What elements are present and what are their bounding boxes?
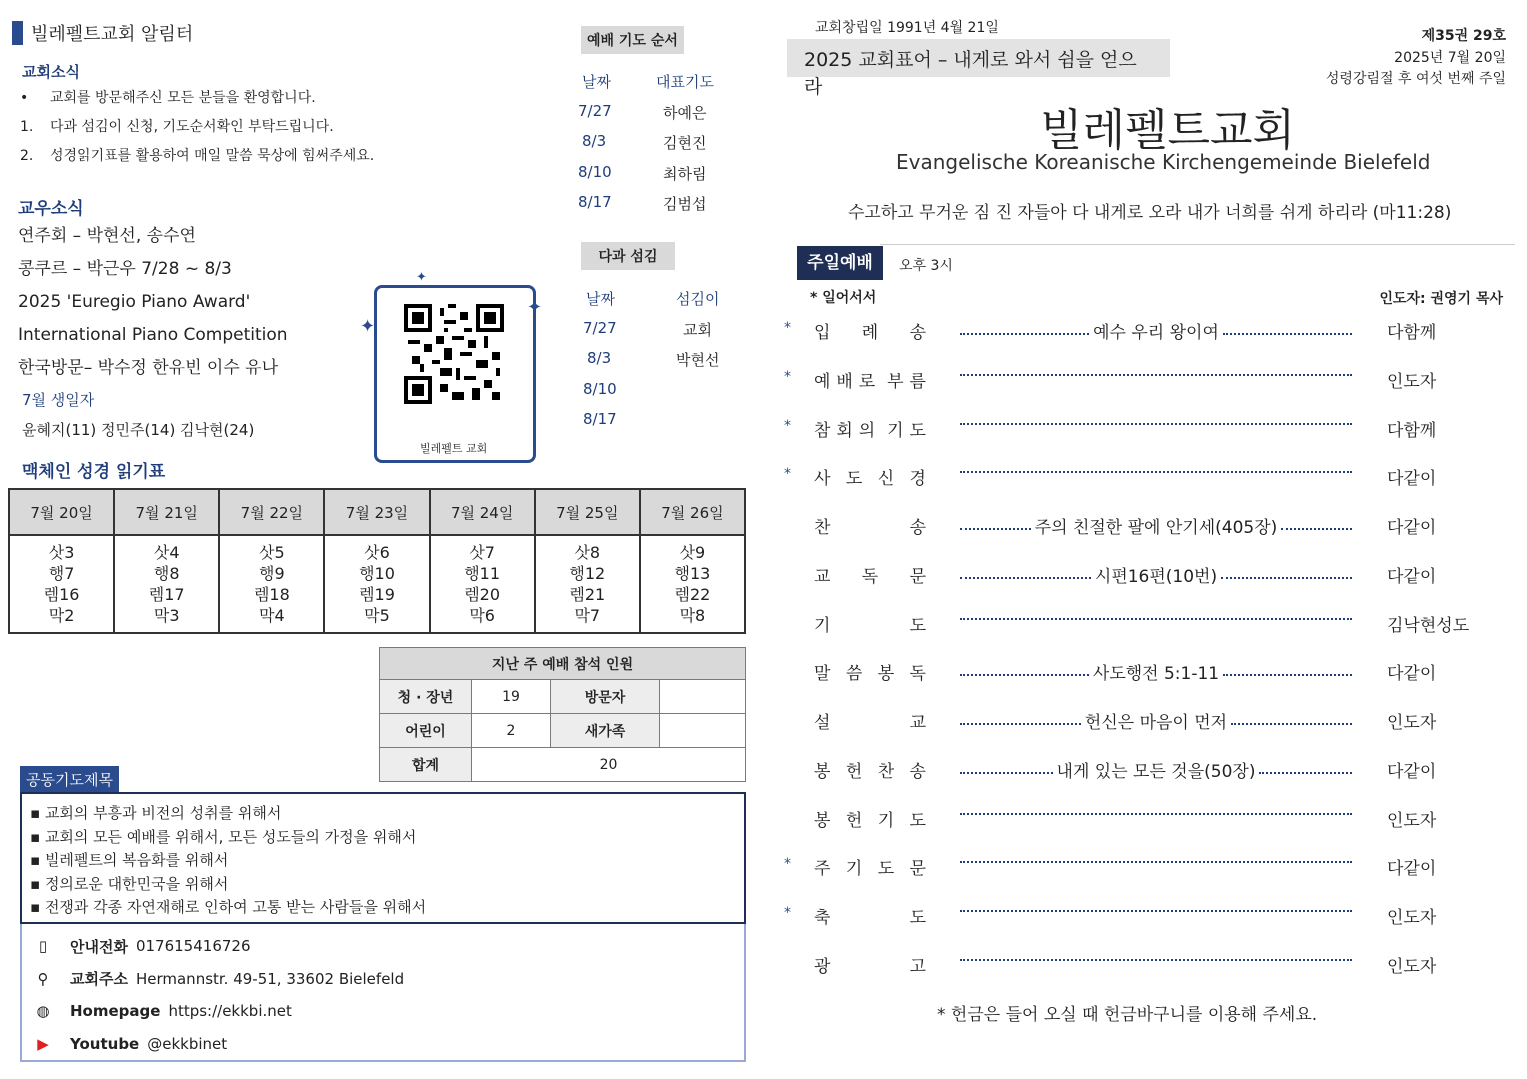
order-row [784, 854, 1504, 884]
order-item-detail: 주의 친절한 팔에 안기세(405장) [956, 513, 1356, 538]
offering-note: * 헌금은 들어 오실 때 헌금바구니를 이용해 주세요. [937, 1005, 1318, 1025]
snack-date: 7/27 [583, 319, 617, 337]
bible-readings: 삿7 행11 렘20 막6 [430, 535, 535, 633]
phone-icon: ▯ [38, 937, 48, 956]
order-item-leader: 다같이 [1387, 859, 1437, 880]
order-row [784, 318, 1504, 348]
order-row [784, 708, 1504, 738]
prayer-item: ▪ 정의로운 대한민국을 위해서 [30, 874, 229, 893]
bible-date: 7월 22일 [219, 489, 324, 535]
bulletin-date: 2025년 7월 20일 [1394, 50, 1506, 66]
contact-box [20, 924, 746, 1062]
common-prayer-list [20, 792, 746, 924]
order-item-name: 주 기 도 문 [814, 859, 926, 880]
order-row [784, 513, 1504, 543]
prayer-leader: 하예은 [663, 104, 707, 122]
order-row [784, 903, 1504, 933]
youtube-link[interactable]: @ekkbinet [147, 1034, 228, 1053]
order-item-name: 설 교 [814, 713, 926, 733]
attendance-table [379, 647, 746, 782]
order-item-detail: 사도행전 5:1-11 [956, 659, 1356, 684]
order-item-detail [956, 854, 1356, 863]
bible-date: 7월 25일 [535, 489, 640, 535]
youtube-icon: ▶ [37, 1034, 49, 1053]
bulletin-section-header [12, 20, 193, 46]
news-title: 교회소식 [22, 63, 80, 81]
youtube-label: Youtube [70, 1034, 140, 1053]
stand-note: * 일어서서 [810, 290, 877, 306]
prayer-item: ▪ 교회의 모든 예배를 위해서, 모든 성도들의 가정을 위해서 [30, 827, 417, 846]
snack-header-date: 날짜 [586, 290, 615, 308]
bible-readings: 삿4 행8 렘17 막3 [114, 535, 219, 633]
visitor-label: 방문자 [551, 680, 660, 714]
members-title: 교우소식 [18, 199, 84, 219]
newfam-label: 새가족 [551, 714, 660, 748]
address-row [32, 963, 734, 996]
order-item-name: 축 도 [814, 908, 926, 928]
order-item-name: 예 배 로 부 름 [814, 371, 926, 392]
leader: 인도자: 권영기 목사 [1379, 291, 1503, 307]
bible-date: 7월 23일 [324, 489, 429, 535]
homepage-link[interactable]: https://ekkbi.net [168, 1002, 292, 1021]
member-item: 한국방문– 박수정 한유빈 이수 유나 [18, 358, 279, 378]
news-item: 1. 다과 섬김이 신청, 기도순서확인 부탁드립니다. [20, 119, 334, 135]
bible-date: 7월 20일 [9, 489, 114, 535]
order-item-name: 찬 송 [814, 518, 926, 538]
order-item-leader: 인도자 [1387, 371, 1437, 392]
stand-marker: * [784, 905, 791, 921]
order-item-leader: 인도자 [1387, 956, 1437, 977]
member-item: International Piano Competition [18, 325, 288, 345]
header-marker [12, 21, 23, 45]
attendance-title: 지난 주 예배 참석 인원 [380, 648, 746, 680]
sparkle-icon: ✦ [527, 297, 543, 318]
newfam-count [660, 714, 746, 748]
order-item-detail [956, 416, 1356, 425]
order-row [784, 952, 1504, 982]
bible-readings: 삿9 행13 렘22 막8 [640, 535, 745, 633]
order-item-name: 광 고 [814, 956, 926, 977]
order-item-leader: 인도자 [1387, 908, 1437, 928]
total-count: 20 [472, 748, 746, 782]
order-item-detail: 내게 있는 모든 것을(50장) [956, 757, 1356, 782]
qr-code-icon[interactable] [404, 304, 504, 404]
order-item-detail [956, 367, 1356, 376]
church-name: 빌레펠트교회 [1040, 105, 1296, 156]
snack-date: 8/17 [583, 410, 617, 428]
order-item-detail [956, 611, 1356, 620]
order-item-leader: 다함께 [1387, 323, 1437, 343]
prayer-date: 8/10 [578, 163, 612, 181]
volume-number: 제35권 29호 [1421, 28, 1506, 44]
common-prayer-title: 공동기도제목 [20, 766, 119, 793]
order-item-detail [956, 464, 1356, 473]
birthday-list: 윤혜지(11) 정민주(14) 김낙현(24) [22, 421, 255, 439]
order-row [784, 757, 1504, 787]
qr-caption: 빌레펠트 교회 [420, 442, 488, 455]
order-item-name: 입 례 송 [814, 323, 926, 343]
phone-row [32, 930, 734, 963]
bible-reading-table [8, 488, 746, 634]
order-item-leader: 다함께 [1387, 420, 1437, 441]
order-item-leader: 다같이 [1387, 469, 1437, 490]
prayer-date: 8/3 [582, 132, 607, 150]
bible-date: 7월 26일 [640, 489, 745, 535]
order-item-detail [956, 903, 1356, 912]
order-row [784, 367, 1504, 397]
order-item-leader: 다같이 [1387, 566, 1437, 587]
stand-marker: * [784, 417, 791, 434]
prayer-leader: 최하림 [663, 165, 707, 183]
sparkle-icon: ✦ [360, 316, 376, 337]
order-item-detail: 시편16편(10번) [956, 562, 1356, 587]
founded-date: 교회창립일 1991년 4월 21일 [815, 20, 999, 36]
homepage-row [32, 995, 734, 1028]
order-row [784, 562, 1504, 592]
order-item-leader: 다같이 [1387, 664, 1437, 685]
news-item: • 교회를 방문해주신 모든 분들을 환영합니다. [20, 90, 316, 106]
total-label: 합계 [380, 748, 472, 782]
prayer-order-header-date: 날짜 [582, 73, 611, 91]
prayer-date: 7/27 [578, 102, 612, 120]
stand-marker: * [784, 368, 791, 385]
member-item: 콩쿠르 – 박근우 7/28 ~ 8/3 [18, 259, 232, 279]
order-row [784, 611, 1504, 641]
order-item-detail: 예수 우리 왕이여 [956, 318, 1356, 343]
stand-marker: * [784, 466, 791, 483]
member-item: 연주회 – 박현선, 송수연 [18, 226, 196, 246]
bible-readings: 삿5 행9 렘18 막4 [219, 535, 324, 633]
service-tab: 주일예배 [797, 246, 883, 280]
bible-date: 7월 21일 [114, 489, 219, 535]
snack-server: 교회 [683, 321, 712, 339]
adult-label: 청 · 장년 [380, 680, 472, 714]
news-item: 2. 성경읽기표를 활용하여 매일 말씀 묵상에 힘써주세요. [20, 148, 375, 164]
prayer-leader: 김현진 [663, 134, 707, 152]
members-list [18, 220, 288, 385]
prayer-order-header-name: 대표기도 [656, 73, 714, 91]
order-item-name: 참 회 의 기 도 [814, 420, 926, 441]
phone-label: 안내전화 [70, 937, 128, 956]
bible-reading-title: 맥체인 성경 읽기표 [22, 462, 166, 482]
address-label: 교회주소 [70, 970, 128, 989]
prayer-date: 8/17 [578, 193, 612, 211]
order-item-name: 봉 헌 기 도 [814, 810, 926, 831]
order-item-leader: 김낙현성도 [1387, 615, 1470, 636]
bible-readings: 삿6 행10 렘19 막5 [324, 535, 429, 633]
visitor-count [660, 680, 746, 714]
snack-date: 8/10 [583, 380, 617, 398]
location-pin-icon: ⚲ [37, 969, 49, 988]
child-count: 2 [472, 714, 551, 748]
youtube-row [32, 1028, 734, 1061]
order-item-name: 봉 헌 찬 송 [814, 761, 926, 782]
prayer-item: ▪ 교회의 부흥과 비전의 성취를 위해서 [30, 804, 282, 822]
snack-header-name: 섬김이 [676, 290, 720, 308]
homepage-label: Homepage [70, 1002, 161, 1021]
prayer-leader: 김범섭 [663, 195, 707, 213]
order-item-leader: 인도자 [1387, 713, 1437, 733]
order-item-detail [956, 806, 1356, 815]
order-item-name: 말 씀 봉 독 [814, 664, 926, 685]
sparkle-icon: ✦ [416, 270, 427, 285]
theme-verse: 수고하고 무거운 짐 진 자들아 다 내게로 오라 내가 너희를 쉬게 하리라 (마11:28) [848, 203, 1452, 223]
order-item-detail: 헌신은 마음이 먼저 [956, 708, 1356, 733]
church-motto: 2025 교회표어 – 내게로 와서 쉼을 얻으라 [787, 39, 1170, 77]
bible-readings: 삿8 행12 렘21 막7 [535, 535, 640, 633]
snack-title: 다과 섬김 [581, 242, 675, 270]
order-item-leader: 인도자 [1387, 810, 1437, 831]
birthday-title: 7월 생일자 [22, 391, 95, 409]
globe-icon: ◍ [36, 1002, 50, 1021]
order-item-name: 교 독 문 [814, 566, 926, 587]
bible-readings: 삿3 행7 렘16 막2 [9, 535, 114, 633]
prayer-item: ▪ 전쟁과 각종 자연재해로 인하여 고통 받는 사람들을 위해서 [30, 898, 427, 916]
divider [880, 244, 1515, 245]
order-row [784, 659, 1504, 689]
prayer-order-title: 예배 기도 순서 [581, 26, 684, 54]
snack-server: 박현선 [676, 351, 720, 369]
child-label: 어린이 [380, 714, 472, 748]
stand-marker: * [784, 320, 791, 336]
stand-marker: * [784, 856, 791, 873]
service-time: 오후 3시 [899, 258, 953, 274]
order-item-name: 기 도 [814, 615, 926, 636]
order-item-name: 사 도 신 경 [814, 469, 926, 490]
order-row [784, 806, 1504, 836]
news-list [20, 84, 374, 171]
order-item-detail [956, 952, 1356, 961]
prayer-item: ▪ 빌레펠트의 복음화를 위해서 [30, 851, 229, 869]
order-row [784, 464, 1504, 494]
address-value: Hermannstr. 49-51, 33602 Bielefeld [135, 969, 405, 988]
church-name-german: Evangelische Koreanische Kirchengemeinde Bielefeld [896, 150, 1431, 174]
phone-value[interactable]: 017615416726 [135, 937, 251, 956]
order-row [784, 416, 1504, 446]
bible-date: 7월 24일 [430, 489, 535, 535]
bulletin-title: 빌레펠트교회 알림터 [31, 24, 194, 45]
order-item-leader: 다같이 [1387, 761, 1437, 782]
adult-count: 19 [472, 680, 551, 714]
order-item-leader: 다같이 [1387, 518, 1437, 538]
member-item: 2025 'Euregio Piano Award' [18, 292, 251, 312]
liturgical-sunday: 성령강림절 후 여섯 번째 주일 [1325, 71, 1506, 87]
snack-date: 8/3 [587, 349, 612, 367]
